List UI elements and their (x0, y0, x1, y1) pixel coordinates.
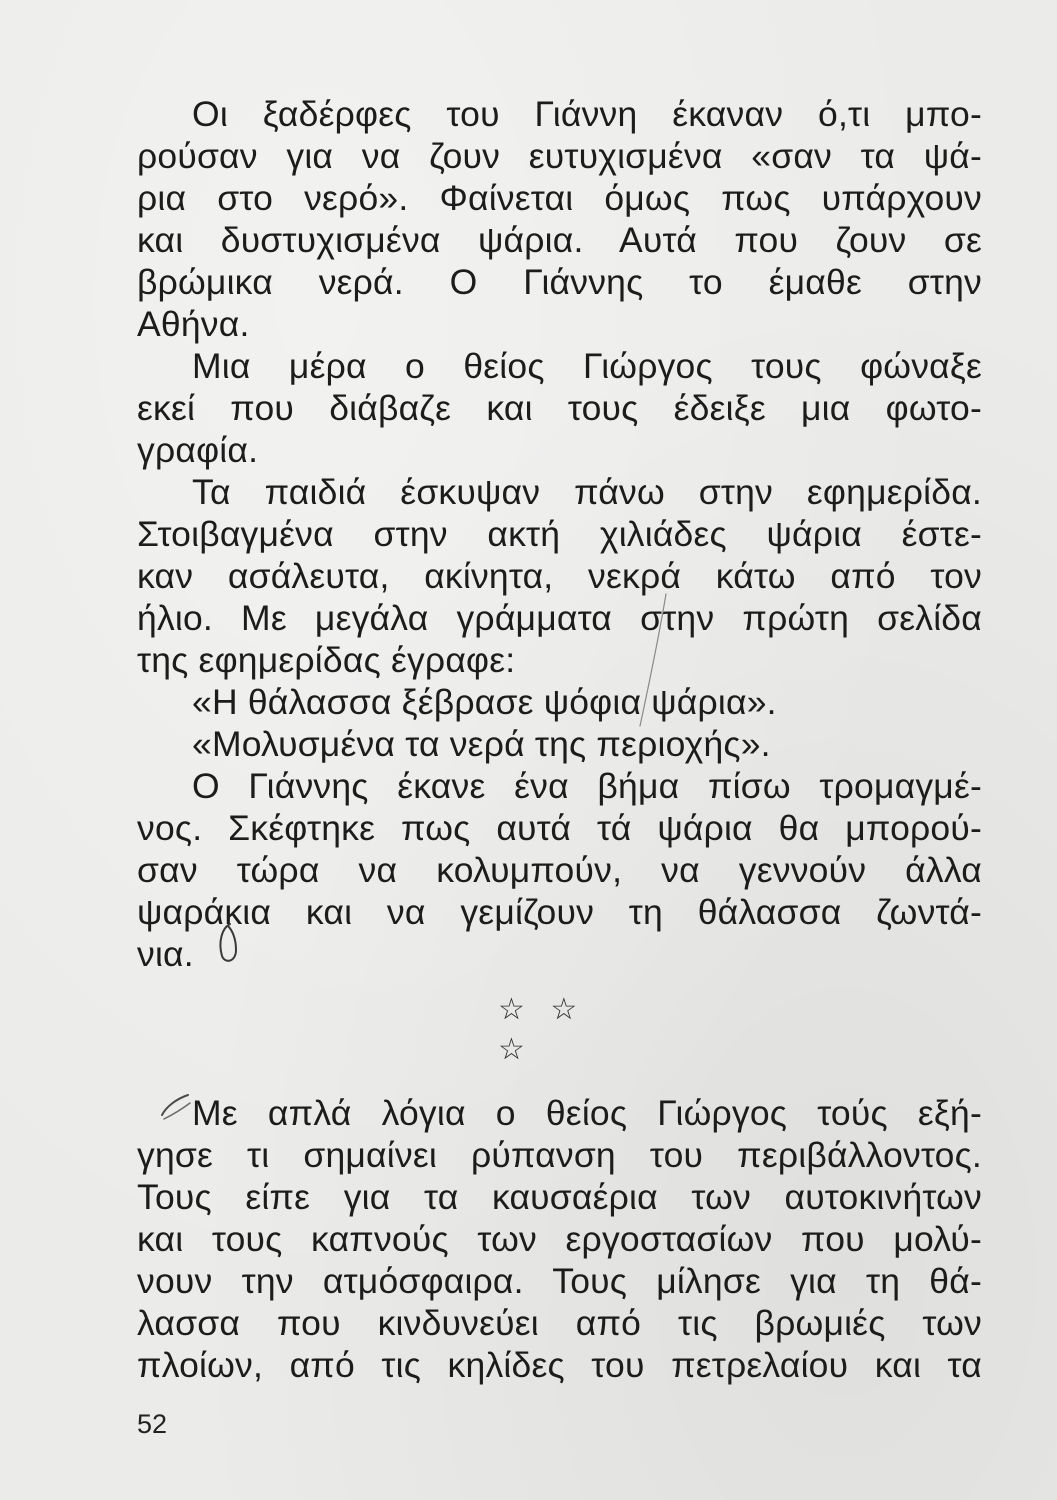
pencil-stroke-mark (632, 590, 672, 730)
text-line: λασσα που κινδυνεύει από τις βρωμιές των (137, 1303, 982, 1343)
text-line: Αθήνα. (137, 304, 250, 344)
text-line: Τα παιδιά έσκυψαν πάνω στην εφημερίδα. (192, 472, 982, 512)
page-number: 52 (137, 1409, 168, 1439)
text-line: ρια στο νερό». Φαίνεται όμως πως υπάρχουν (137, 178, 982, 218)
text-line: Στοιβαγμένα στην ακτή χιλιάδες ψάρια έστε- (137, 514, 982, 554)
text-line: εκεί που διάβαζε και τους έδειξε μια φωτο- (137, 388, 982, 428)
section-separator-stars: ☆ ☆ ☆ (498, 992, 586, 1067)
text-line: Μια μέρα ο θείος Γιώργος τους φώναξε (192, 346, 982, 386)
text-line: γησε τι σημαίνει ρύπανση του περιβάλλοντος. (137, 1135, 982, 1175)
text-line: πλοίων, από τις κηλίδες του πετρελαίου και τα (137, 1345, 982, 1385)
pencil-loop-mark (212, 918, 246, 968)
quoted-headline: «Η θάλασσα ξέβρασε ψόφια ψάρια». (192, 682, 777, 722)
text-line: της εφημερίδας έγραφε: (137, 640, 516, 680)
text-line: Με απλά λόγια ο θείος Γιώργος τούς εξή- (192, 1093, 982, 1133)
text-line: ρούσαν για να ζουν ευτυχισμένα «σαν τα ψά- (137, 136, 982, 176)
text-line: ψαράκια και να γεμίζουν τη θάλασσα ζωντά- (137, 892, 982, 932)
text-line: νος. Σκέφτηκε πως αυτά τά ψάρια θα μπορού- (137, 808, 982, 848)
text-line: Οι ξαδέρφες του Γιάννη έκαναν ό,τι μπο- (192, 94, 982, 134)
text-line: και τους καπνούς των εργοστασίων που μολύ- (137, 1219, 982, 1259)
text-line: σαν τώρα να κολυμπούν, να γεννούν άλλα (137, 850, 982, 890)
text-line: νουν την ατμόσφαιρα. Τους μίλησε για τη θά- (137, 1261, 982, 1301)
text-line: και δυστυχισμένα ψάρια. Αυτά που ζουν σε (137, 220, 982, 260)
text-line: βρώμικα νερά. Ο Γιάννης το έμαθε στην (137, 262, 982, 302)
text-line: γραφία. (137, 430, 259, 470)
quoted-headline: «Μολυσμένα τα νερά της περιοχής». (192, 724, 771, 764)
pencil-tick-mark (158, 1085, 194, 1125)
text-line: ήλιο. Με μεγάλα γράμματα στην πρώτη σελίδα (137, 598, 982, 638)
text-line: Ο Γιάννης έκανε ένα βήμα πίσω τρομαγμέ- (192, 766, 982, 806)
text-line: καν ασάλευτα, ακίνητα, νεκρά κάτω από τον (137, 556, 982, 596)
text-line: Τους είπε για τα καυσαέρια των αυτοκινήτων (137, 1177, 982, 1217)
text-line: νια. (137, 934, 194, 974)
